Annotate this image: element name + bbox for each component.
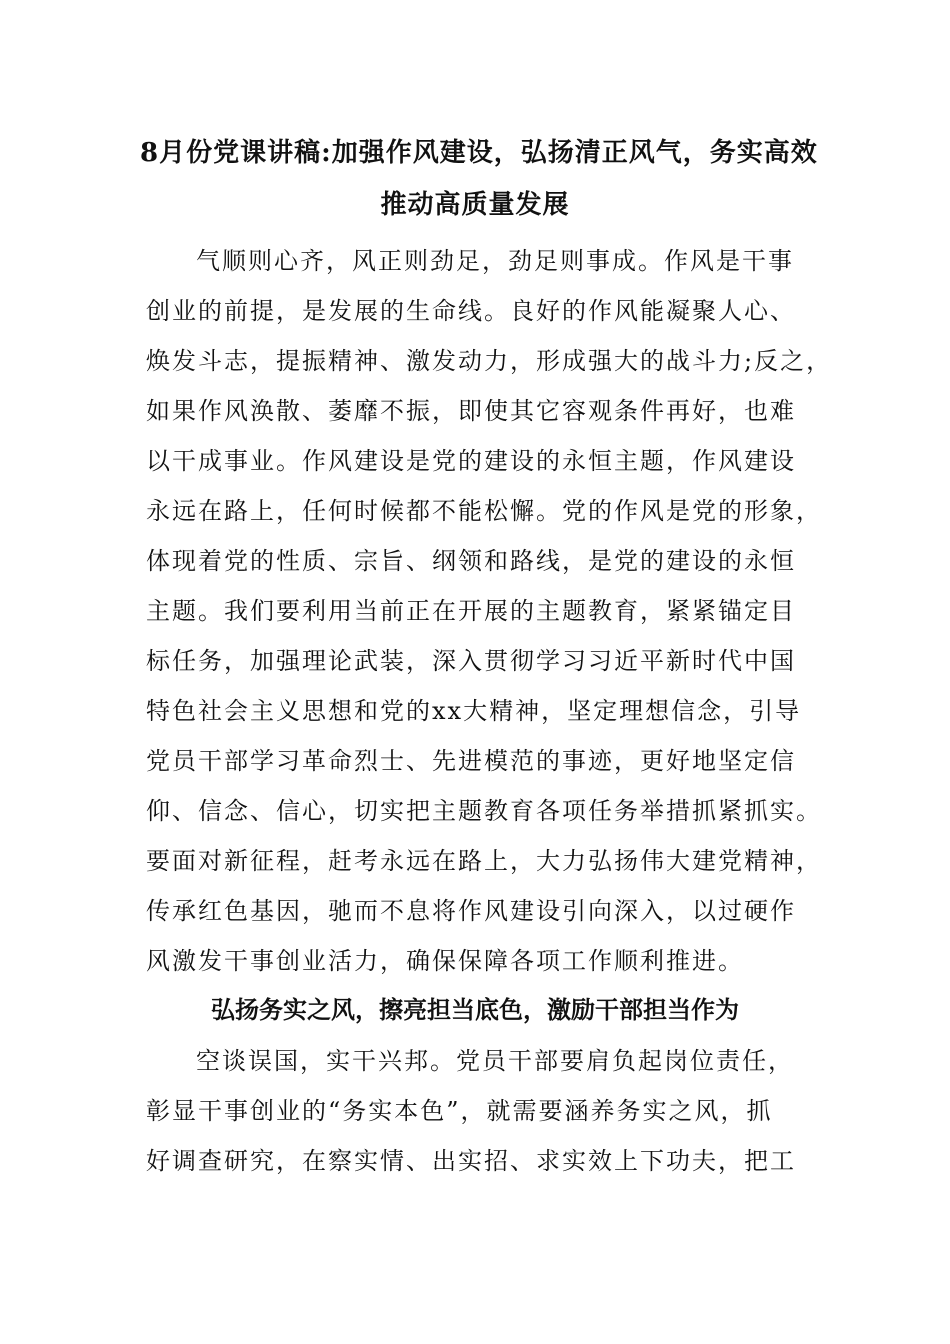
paragraph-line: 气顺则心齐，风正则劲足，劲足则事成。作风是干事 (196, 247, 794, 275)
paragraph-line: 好调查研究，在察实情、出实招、求实效上下功夫，把工 (146, 1147, 796, 1175)
paragraph-line: 空谈误国，实干兴邦。党员干部要肩负起岗位责任， (196, 1047, 794, 1075)
document-title-line-2: 推动高质量发展 (380, 190, 570, 220)
paragraph-line: 风激发干事创业活力，确保保障各项工作顺利推进。 (146, 947, 744, 975)
paragraph-line: 体现着党的性质、宗旨、纲领和路线，是党的建设的永恒 (146, 547, 796, 575)
paragraph-line: 永远在路上，任何时候都不能松懈。党的作风是党的形象， (146, 497, 822, 525)
paragraph-line: 创业的前提，是发展的生命线。良好的作风能凝聚人心、 (146, 297, 796, 325)
paragraph-line: 特色社会主义思想和党的xx大精神，坚定理想信念，引导 (146, 697, 802, 725)
section-heading: 弘扬务实之风，擦亮担当底色，激励干部担当作为 (211, 995, 739, 1024)
document-title-line-1: 8月份党课讲稿:加强作风建设，弘扬清正风气，务实高效 (140, 138, 818, 168)
paragraph-line: 主题。我们要利用当前正在开展的主题教育，紧紧锚定目 (146, 597, 796, 625)
paragraph-line: 彰显干事创业的“务实本色”，就需要涵养务实之风，抓 (146, 1097, 773, 1125)
paragraph-line: 党员干部学习革命烈士、先进模范的事迹，更好地坚定信 (146, 747, 796, 775)
paragraph-line: 仰、信念、信心，切实把主题教育各项任务举措抓紧抓实。 (146, 797, 822, 825)
paragraph-line: 焕发斗志，提振精神、激发动力，形成强大的战斗力;反之， (146, 347, 833, 375)
paragraph-line: 如果作风涣散、萎靡不振，即使其它容观条件再好，也难 (146, 397, 796, 425)
paragraph-line: 标任务，加强理论武装，深入贯彻学习习近平新时代中国 (146, 647, 796, 675)
paragraph-line: 以干成事业。作风建设是党的建设的永恒主题，作风建设 (146, 447, 796, 475)
paragraph-line: 传承红色基因，驰而不息将作风建设引向深入，以过硬作 (146, 897, 796, 925)
paragraph-line: 要面对新征程，赶考永远在路上，大力弘扬伟大建党精神， (146, 847, 822, 875)
